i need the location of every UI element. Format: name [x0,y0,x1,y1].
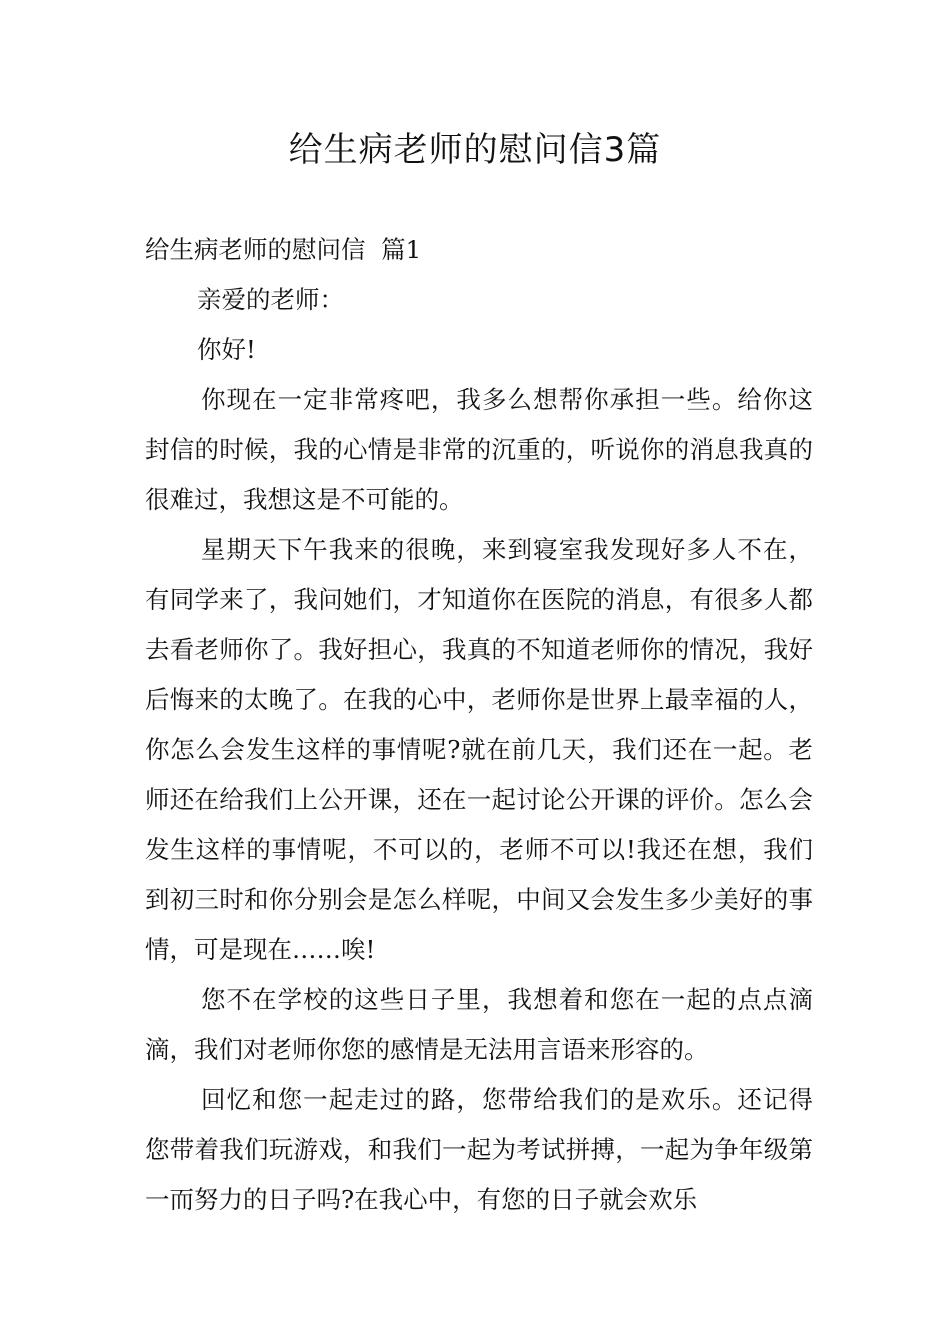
section-heading: 给生病老师的慰问信 篇1 [145,235,422,264]
body-paragraph-2: 星期天下午我来的很晚，来到寝室我发现好多人不在，有同学来了，我问她们，才知道你在医院的消息，有很多人都去看老师你了。我好担心，我真的不知道老师你的情况，我好后悔来的太晚了。在我的心中，老师你是世界上最幸福的人，你怎么会发生这样的事情呢?就在前几天，我们还在一起。老师还在给我们上公开课，还在一起讨论公开课的评价。怎么会发生这样的事情呢，不可以的，老师不可以!我还在想，我们到初三时和你分别会是怎么样呢，中间又会发生多少美好的事情，可是现在……唉! [145,535,813,964]
body-paragraph-3: 您不在学校的这些日子里，我想着和您在一起的点点滴滴，我们对老师你您的感情是无法用言语来形容的。 [145,985,813,1064]
letter-greeting: 亲爱的老师： [197,285,344,314]
letter-salutation: 你好! [197,335,256,364]
document-title: 给生病老师的慰问信3篇 [288,130,662,170]
body-paragraph-4: 回忆和您一起走过的路，您带给我们的是欢乐。还记得您带着我们玩游戏，和我们一起为考试拼搏，一起为争年级第一而努力的日子吗?在我心中，有您的日子就会欢乐 [145,1085,813,1214]
document-body [145,225,813,1225]
body-paragraph-1: 你现在一定非常疼吧，我多么想帮你承担一些。给你这封信的时候，我的心情是非常的沉重的，听说你的消息我真的很难过，我想这是不可能的。 [145,385,813,514]
